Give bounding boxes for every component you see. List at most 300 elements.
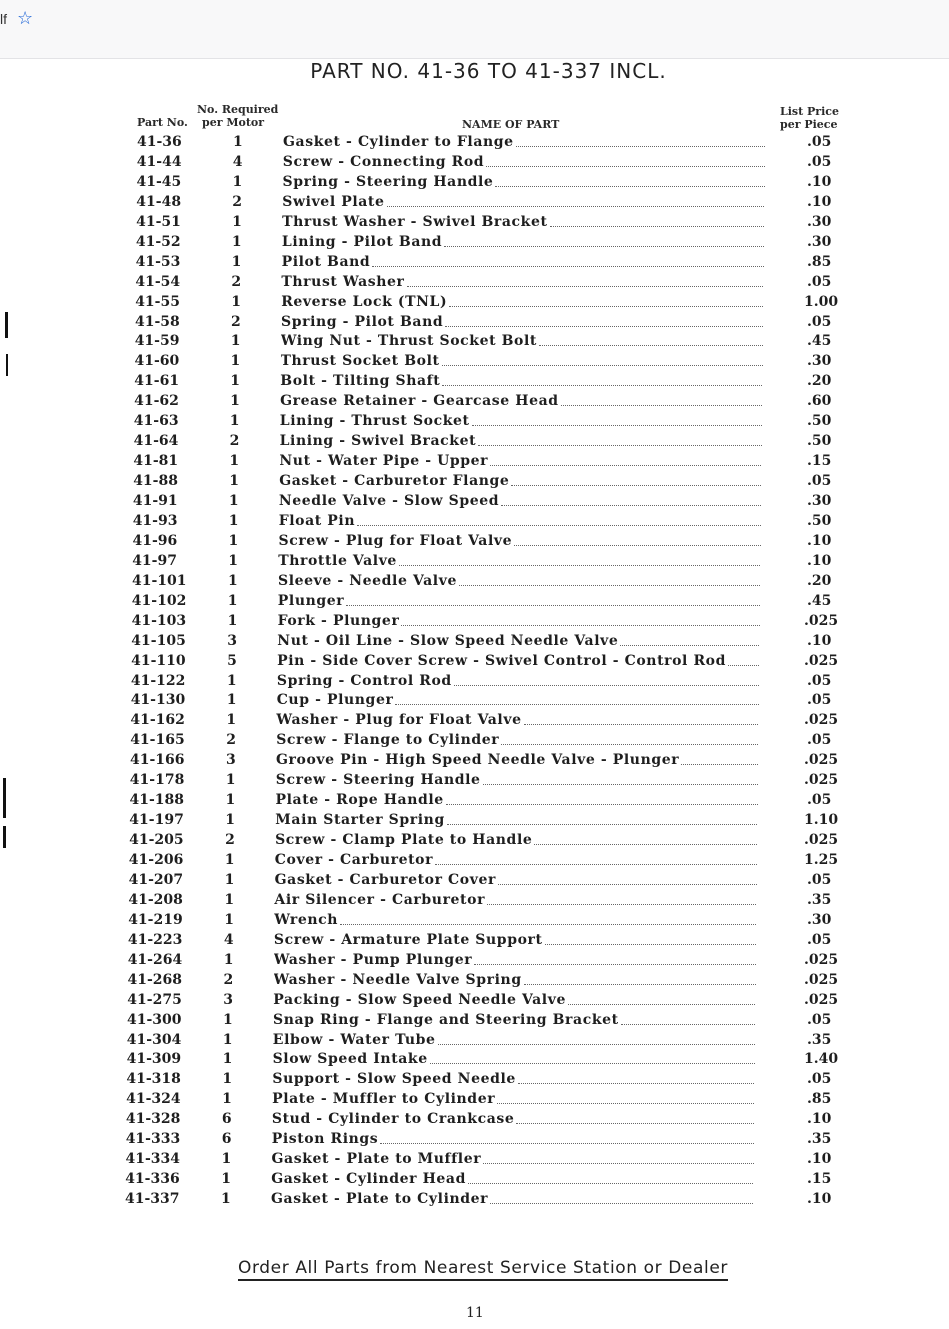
- part-name-cell: [282, 233, 764, 251]
- dot-leader: [501, 731, 758, 745]
- part-name-cell: [277, 691, 759, 709]
- margin-mark: [3, 778, 6, 818]
- part-number: 41-336: [125, 1171, 180, 1188]
- part-name: Nut - Oil Line - Slow Speed Needle Valve: [277, 632, 619, 649]
- list-price: .10: [806, 632, 832, 649]
- part-name-cell: [278, 612, 760, 630]
- part-number: 41-44: [136, 153, 182, 170]
- part-name: Reverse Lock (TNL): [281, 293, 448, 310]
- quantity-required: 1: [222, 1051, 233, 1068]
- dot-leader: [524, 971, 756, 985]
- dot-leader: [474, 951, 755, 965]
- dot-leader: [545, 931, 756, 945]
- dot-leader: [454, 672, 759, 686]
- part-number: 41-207: [128, 871, 184, 888]
- part-name: Lining - Thrust Socket: [279, 413, 470, 430]
- dot-leader: [518, 1070, 754, 1084]
- part-name-cell: [272, 1150, 754, 1168]
- part-name: Main Starter Spring: [275, 812, 445, 829]
- part-name: Swivel Plate: [282, 193, 385, 210]
- list-price: .85: [806, 1091, 832, 1108]
- dot-leader: [445, 313, 763, 327]
- footer-note: Order All Parts from Nearest Service Station or Dealer: [238, 1258, 728, 1281]
- quantity-required: 2: [229, 433, 240, 450]
- list-price: .30: [806, 911, 832, 928]
- dot-leader: [442, 352, 763, 366]
- part-number: 41-48: [136, 193, 182, 210]
- part-name: Piston Rings: [271, 1131, 379, 1148]
- list-price: .15: [806, 453, 832, 470]
- star-icon[interactable]: ☆: [17, 8, 34, 29]
- part-name-cell: [274, 971, 756, 989]
- part-name: Screw - Armature Plate Support: [273, 931, 543, 948]
- part-name: Slow Speed Intake: [272, 1051, 428, 1068]
- list-price: .05: [806, 273, 832, 290]
- part-number: 41-102: [131, 592, 187, 609]
- part-name-cell: [280, 432, 762, 450]
- quantity-required: 2: [226, 732, 236, 749]
- quantity-required: 3: [226, 752, 236, 769]
- part-number: 41-275: [127, 991, 182, 1008]
- part-number: 41-105: [131, 632, 186, 649]
- document-page: [0, 59, 949, 1329]
- part-number: 41-333: [125, 1131, 181, 1148]
- part-name: Plunger: [277, 592, 345, 609]
- part-name-cell: [273, 991, 755, 1009]
- part-name: Grease Retainer - Gearcase Head: [280, 393, 559, 410]
- quantity-required: 1: [228, 532, 239, 549]
- list-price: .60: [806, 393, 832, 410]
- tab-title-fragment[interactable]: lf: [0, 11, 7, 27]
- dot-leader: [620, 632, 759, 646]
- quantity-required: 6: [221, 1111, 232, 1128]
- quantity-required: 1: [230, 333, 241, 350]
- part-number: 41-304: [126, 1031, 182, 1048]
- margin-mark: [3, 826, 6, 848]
- part-number: 41-165: [130, 732, 185, 749]
- part-name-cell: [283, 133, 765, 151]
- part-number: 41-188: [129, 792, 185, 809]
- part-number: 41-45: [136, 173, 182, 190]
- list-price: .30: [806, 493, 832, 509]
- part-name: Elbow - Water Tube: [272, 1031, 436, 1048]
- part-name: Screw - Connecting Rod: [282, 153, 485, 170]
- quantity-required: 5: [227, 652, 237, 669]
- part-name-cell: [273, 1011, 755, 1029]
- list-price: .05: [806, 871, 832, 888]
- dot-leader: [490, 1190, 753, 1204]
- quantity-required: 1: [230, 353, 241, 370]
- part-name: Stud - Cylinder to Crankcase: [271, 1111, 515, 1128]
- header-list-price: [780, 105, 839, 131]
- part-number: 41-334: [125, 1151, 181, 1168]
- part-name: Gasket - Cylinder to Flange: [283, 134, 514, 150]
- part-name-cell: [276, 711, 758, 729]
- quantity-required: 1: [223, 951, 234, 968]
- list-price: 1.40: [803, 1051, 839, 1068]
- part-name-cell: [282, 253, 764, 271]
- header-no-required-line2: per Motor: [202, 116, 265, 129]
- dot-leader: [681, 751, 758, 765]
- part-name-cell: [272, 1090, 754, 1108]
- part-name: Gasket - Cylinder Head: [271, 1171, 466, 1188]
- part-name: Nut - Water Pipe - Upper: [279, 453, 489, 470]
- part-number: 41-208: [128, 891, 183, 908]
- part-number: 41-36: [137, 134, 182, 150]
- part-number: 41-178: [129, 772, 185, 789]
- dot-leader: [395, 691, 758, 705]
- quantity-required: 2: [231, 313, 241, 330]
- part-number: 41-64: [133, 433, 179, 450]
- part-number: 41-219: [128, 911, 183, 928]
- part-name: Plate - Muffler to Cylinder: [272, 1091, 496, 1108]
- part-name-cell: [279, 472, 761, 490]
- part-name-cell: [272, 1130, 754, 1148]
- part-name: Thrust Socket Bolt: [280, 353, 440, 370]
- part-name: Fork - Plunger: [277, 612, 400, 629]
- part-name-cell: [277, 632, 759, 650]
- list-price: .05: [806, 732, 832, 749]
- quantity-required: 1: [228, 572, 238, 589]
- quantity-required: 1: [226, 692, 237, 709]
- part-name-cell: [274, 891, 756, 909]
- dot-leader: [442, 372, 762, 386]
- quantity-required: 3: [223, 991, 234, 1008]
- list-price: .10: [806, 552, 832, 569]
- part-number: 41-268: [127, 971, 183, 988]
- part-name: Gasket - Carburetor Flange: [279, 473, 510, 489]
- list-price: .10: [807, 1151, 832, 1168]
- list-price: .025: [803, 612, 839, 629]
- margin-mark: [6, 354, 8, 376]
- part-name-cell: [274, 951, 756, 969]
- dot-leader: [486, 153, 765, 167]
- list-price: .025: [803, 652, 839, 669]
- quantity-required: 1: [225, 772, 236, 789]
- part-name-cell: [271, 1190, 753, 1208]
- part-name-cell: [271, 1170, 753, 1188]
- part-name-cell: [280, 412, 762, 430]
- quantity-required: 1: [229, 413, 240, 430]
- list-price: 1.00: [803, 293, 839, 310]
- page-number: 11: [466, 1305, 484, 1321]
- dot-leader: [447, 811, 757, 825]
- list-price: .10: [806, 1111, 832, 1128]
- list-price: .10: [807, 532, 832, 549]
- quantity-required: 6: [221, 1131, 232, 1148]
- dot-leader: [483, 771, 758, 785]
- part-number: 41-110: [131, 652, 186, 669]
- quantity-required: 1: [228, 512, 239, 529]
- part-number: 41-55: [135, 293, 180, 310]
- dot-leader: [498, 871, 757, 885]
- part-name-cell: [281, 293, 763, 311]
- part-name-cell: [275, 851, 757, 869]
- part-name: Thrust Washer - Swivel Bracket: [282, 213, 548, 230]
- part-number: 41-91: [132, 493, 178, 509]
- part-name-cell: [278, 552, 760, 570]
- quantity-required: 1: [228, 552, 238, 569]
- quantity-required: 1: [231, 293, 241, 310]
- dot-leader: [399, 552, 760, 566]
- part-name: Gasket - Plate to Muffler: [271, 1151, 482, 1168]
- quantity-required: 1: [230, 393, 240, 410]
- part-name-cell: [276, 791, 758, 809]
- part-name: Cup - Plunger: [276, 692, 394, 709]
- quantity-required: 1: [224, 891, 235, 908]
- list-price: .025: [803, 832, 839, 848]
- list-price: .30: [807, 353, 832, 370]
- part-name: Gasket - Carburetor Cover: [274, 871, 496, 888]
- dot-leader: [524, 711, 759, 725]
- dot-leader: [444, 233, 764, 247]
- dot-leader: [346, 592, 760, 606]
- list-price: .05: [807, 1011, 832, 1028]
- dot-leader: [438, 1031, 755, 1045]
- list-price: .05: [806, 153, 832, 170]
- part-name: Cover - Carburetor: [274, 852, 434, 868]
- dot-leader: [459, 572, 760, 586]
- part-name-cell: [275, 871, 757, 889]
- part-name-cell: [272, 1070, 754, 1088]
- list-price: .05: [807, 134, 832, 150]
- list-price: .85: [806, 253, 832, 270]
- part-name: Screw - Steering Handle: [275, 772, 481, 789]
- dot-leader: [728, 652, 759, 666]
- dot-leader: [340, 911, 756, 925]
- part-name: Screw - Plug for Float Valve: [278, 532, 513, 549]
- part-name-cell: [275, 811, 757, 829]
- part-number: 41-318: [126, 1071, 181, 1088]
- list-price: .45: [806, 592, 832, 609]
- quantity-required: 1: [228, 493, 239, 509]
- part-name: Groove Pin - High Speed Needle Valve - Plunger: [276, 752, 680, 769]
- part-name: Support - Slow Speed Needle: [272, 1071, 516, 1088]
- list-price: .50: [806, 413, 832, 430]
- list-price: .35: [806, 1031, 832, 1048]
- part-name-cell: [278, 572, 760, 590]
- dot-leader: [372, 253, 763, 267]
- part-name: Screw - Flange to Cylinder: [276, 732, 500, 749]
- part-number: 41-52: [135, 233, 181, 250]
- part-name: Lining - Swivel Bracket: [279, 433, 477, 450]
- part-number: 41-197: [129, 812, 184, 829]
- part-name-cell: [279, 492, 761, 510]
- quantity-required: 3: [227, 632, 238, 649]
- dot-leader: [430, 1050, 755, 1064]
- list-price: .20: [807, 572, 832, 589]
- list-price: .35: [806, 1131, 832, 1148]
- dot-leader: [487, 891, 756, 905]
- part-name: Pin - Side Cover Screw - Swivel Control - Control Rod: [277, 652, 727, 669]
- part-name-cell: [274, 911, 756, 929]
- dot-leader: [550, 213, 765, 227]
- part-number: 41-122: [130, 672, 186, 689]
- part-name: Lining - Pilot Band: [281, 233, 443, 250]
- quantity-required: 1: [233, 134, 243, 150]
- part-name-cell: [275, 831, 757, 849]
- quantity-required: 1: [225, 792, 236, 809]
- part-number: 41-337: [125, 1191, 180, 1207]
- quantity-required: 1: [231, 233, 242, 250]
- part-name: Snap Ring - Flange and Steering Bracket: [273, 1011, 619, 1028]
- dot-leader: [401, 612, 759, 626]
- part-name-cell: [276, 731, 758, 749]
- header-list-price-line1: List Price: [780, 105, 839, 118]
- part-number: 41-162: [130, 712, 185, 729]
- quantity-required: 2: [231, 273, 242, 290]
- part-name-cell: [282, 193, 764, 211]
- quantity-required: 1: [231, 253, 242, 270]
- list-price: .025: [803, 772, 839, 789]
- part-number: 41-223: [127, 931, 183, 948]
- part-number: 41-205: [129, 832, 184, 848]
- quantity-required: 1: [222, 1091, 232, 1108]
- quantity-required: 1: [221, 1191, 231, 1207]
- part-number: 41-63: [133, 413, 179, 430]
- part-name-cell: [282, 213, 764, 231]
- dot-leader: [407, 273, 764, 287]
- dot-leader: [539, 332, 763, 346]
- header-part-no: Part No.: [137, 116, 188, 129]
- dot-leader: [561, 392, 762, 406]
- dot-leader: [449, 293, 763, 307]
- list-price: .05: [807, 792, 832, 809]
- part-name: Spring - Pilot Band: [281, 313, 444, 330]
- part-number: 41-61: [134, 373, 180, 390]
- part-number: 41-300: [127, 1011, 182, 1028]
- part-name: Needle Valve - Slow Speed: [278, 493, 500, 509]
- quantity-required: 1: [223, 1011, 233, 1028]
- quantity-required: 1: [230, 373, 241, 390]
- quantity-required: 2: [225, 832, 235, 848]
- part-name: Thrust Washer: [281, 273, 405, 290]
- list-price: .15: [806, 1171, 832, 1188]
- dot-leader: [478, 432, 761, 446]
- part-number: 41-81: [133, 453, 179, 470]
- part-name: Washer - Pump Plunger: [273, 951, 473, 968]
- part-number: 41-328: [125, 1111, 181, 1128]
- part-number: 41-324: [126, 1091, 181, 1108]
- dot-leader: [380, 1130, 753, 1144]
- part-number: 41-264: [127, 951, 183, 968]
- part-name: Float Pin: [278, 512, 356, 529]
- part-name: Washer - Needle Valve Spring: [273, 971, 522, 988]
- dot-leader: [490, 452, 761, 466]
- part-name: Wrench: [274, 911, 339, 928]
- part-name: Throttle Valve: [278, 552, 397, 569]
- part-name-cell: [281, 313, 763, 331]
- dot-leader: [514, 532, 760, 546]
- quantity-required: 1: [226, 672, 237, 689]
- viewer-toolbar: [0, 0, 949, 59]
- quantity-required: 1: [222, 1031, 233, 1048]
- part-name: Wing Nut - Thrust Socket Bolt: [280, 333, 537, 350]
- part-name-cell: [272, 1110, 754, 1128]
- dot-leader: [435, 851, 757, 865]
- part-name-cell: [273, 1031, 755, 1049]
- part-name: Gasket - Plate to Cylinder: [271, 1191, 489, 1207]
- part-name-cell: [276, 751, 758, 769]
- quantity-required: 2: [223, 971, 234, 988]
- part-name: Sleeve - Needle Valve: [278, 572, 457, 589]
- part-name-cell: [273, 1050, 755, 1068]
- list-price: .10: [807, 1191, 832, 1207]
- part-name-cell: [281, 352, 763, 370]
- dot-leader: [568, 991, 755, 1005]
- part-name: Spring - Control Rod: [276, 672, 452, 689]
- dot-leader: [357, 512, 761, 526]
- dot-leader: [501, 492, 761, 506]
- part-name-cell: [279, 532, 761, 550]
- list-price: .50: [806, 512, 832, 529]
- part-name-cell: [274, 931, 756, 949]
- part-number: 41-206: [128, 852, 184, 868]
- part-name: Spring - Steering Handle: [282, 173, 494, 190]
- part-name-cell: [277, 672, 759, 690]
- quantity-required: 1: [224, 871, 235, 888]
- part-name-cell: [280, 372, 762, 390]
- part-name: Washer - Plug for Float Valve: [276, 712, 522, 729]
- part-name: Plate - Rope Handle: [275, 792, 444, 809]
- page-title: PART NO. 41-36 TO 41-337 INCL.: [310, 59, 667, 83]
- dot-leader: [534, 831, 757, 845]
- part-number: 41-53: [135, 253, 181, 270]
- quantity-required: 1: [227, 612, 238, 629]
- quantity-required: 1: [227, 592, 238, 609]
- part-name: Packing - Slow Speed Needle Valve: [273, 991, 566, 1008]
- quantity-required: 1: [221, 1151, 232, 1168]
- part-name: Air Silencer - Carburetor: [274, 891, 486, 908]
- list-price: .50: [806, 433, 832, 450]
- part-number: 41-166: [130, 752, 185, 769]
- part-name: Pilot Band: [281, 253, 371, 270]
- part-name-cell: [279, 512, 761, 530]
- part-name-cell: [276, 771, 758, 789]
- header-no-required-line1: No. Required: [197, 103, 279, 116]
- dot-leader: [516, 1110, 754, 1124]
- list-price: .05: [806, 931, 832, 948]
- part-name-cell: [281, 332, 763, 350]
- list-price: .45: [806, 333, 832, 350]
- part-name-cell: [283, 153, 765, 171]
- dot-leader: [472, 412, 762, 426]
- part-name-cell: [283, 173, 765, 191]
- list-price: .025: [804, 752, 839, 769]
- list-price: .05: [806, 473, 832, 489]
- list-price: .30: [806, 213, 832, 230]
- part-number: 41-309: [126, 1051, 182, 1068]
- list-price: .05: [806, 1071, 832, 1088]
- part-number: 41-130: [130, 692, 186, 709]
- header-no-required: [197, 103, 278, 129]
- quantity-required: 1: [224, 911, 234, 928]
- list-price: .10: [807, 173, 832, 190]
- list-price: 1.25: [803, 852, 839, 868]
- quantity-required: 1: [232, 173, 243, 190]
- part-name: Screw - Clamp Plate to Handle: [275, 832, 533, 848]
- dot-leader: [621, 1011, 755, 1025]
- list-price: .20: [806, 373, 832, 390]
- quantity-required: 1: [221, 1171, 231, 1188]
- quantity-required: 1: [224, 852, 235, 868]
- quantity-required: 2: [232, 193, 243, 210]
- list-price: 1.10: [803, 812, 839, 829]
- quantity-required: 1: [229, 453, 240, 470]
- dot-leader: [516, 133, 765, 147]
- list-price: .30: [806, 233, 832, 250]
- list-price: .025: [803, 712, 839, 729]
